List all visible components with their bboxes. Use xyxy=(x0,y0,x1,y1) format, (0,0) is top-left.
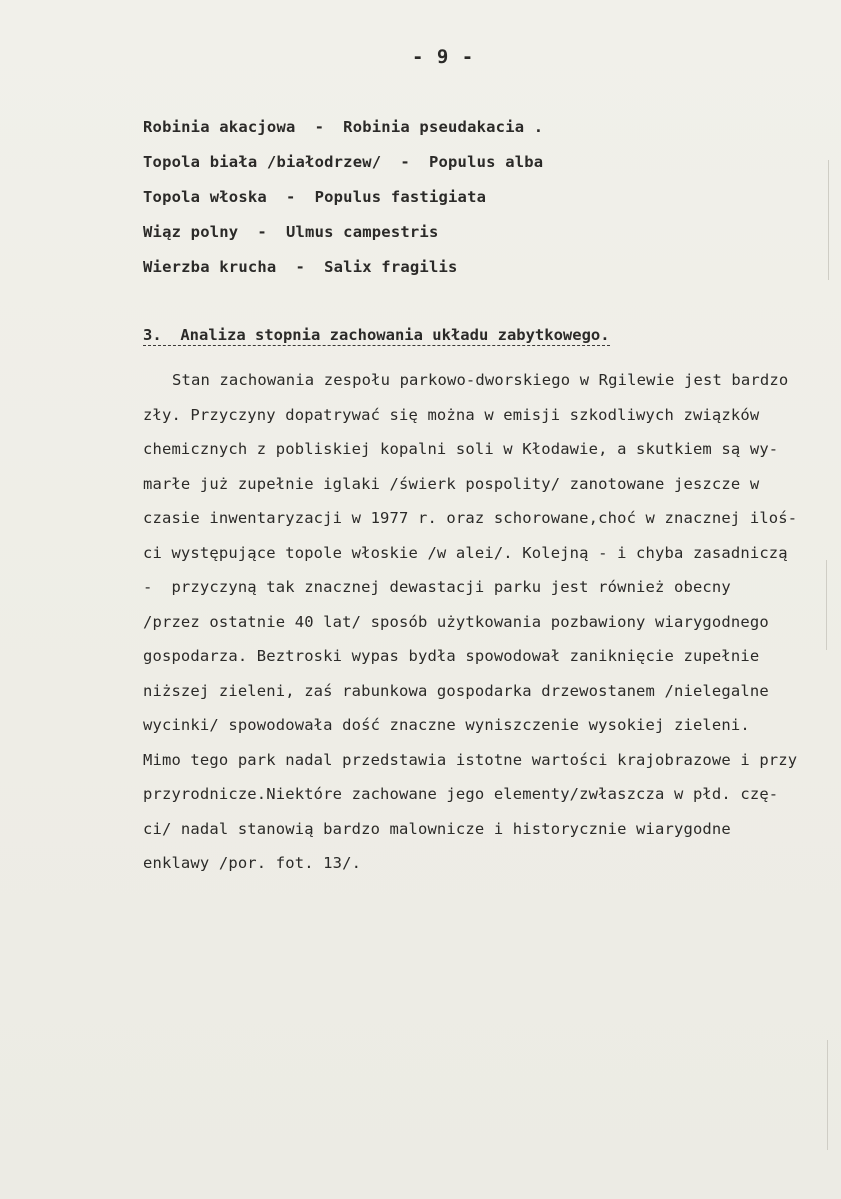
species-item: Robinia akacjowa - Robinia pseudakacia . xyxy=(143,118,544,136)
paragraph-line: enklawy /por. fot. 13/. xyxy=(143,854,362,872)
paragraph-line: przyrodnicze.Niektóre zachowane jego elementy/zwłaszcza w płd. czę- xyxy=(143,785,779,803)
paragraph-line: chemicznych z pobliskiej kopalni soli w Kłodawie, a skutkiem są wy- xyxy=(143,440,779,458)
paragraph-line: zły. Przyczyny dopatrywać się można w emisji szkodliwych związków xyxy=(143,405,760,424)
paragraph-line: /przez ostatnie 40 lat/ sposób użytkowania pozbawiony wiarygodnego xyxy=(143,612,769,631)
paragraph-line: czasie inwentaryzacji w 1977 r. oraz schorowane,choć w znacznej iloś- xyxy=(143,509,798,527)
species-item: Topola włoska - Populus fastigiata xyxy=(143,188,487,206)
paragraph-line: Stan zachowania zespołu parkowo-dworskiego w Rgilewie jest bardzo xyxy=(172,371,789,389)
species-item: Topola biała /białodrzew/ - Populus alba xyxy=(143,153,544,171)
paragraph-line: niższej zieleni, zaś rabunkowa gospodarka drzewostanem /nielegalne xyxy=(143,681,769,700)
species-item: Wierzba krucha - Salix fragilis xyxy=(143,258,458,276)
section-heading: 3. Analiza stopnia zachowania układu zabytkowego. xyxy=(143,326,610,344)
body-paragraph xyxy=(143,369,841,887)
paper-crease xyxy=(827,1040,828,1150)
paper-crease xyxy=(828,160,829,280)
paragraph-line: marłe już zupełnie iglaki /świerk pospolity/ zanotowane jeszcze w xyxy=(143,474,760,493)
paragraph-line: wycinki/ spowodowała dość znaczne wyniszczenie wysokiej zieleni. xyxy=(143,716,750,734)
paragraph-line: ci występujące topole włoskie /w alei/. Kolejną - i chyba zasadniczą xyxy=(143,543,788,562)
species-list xyxy=(143,116,543,291)
paragraph-line: Mimo tego park nadal przedstawia istotne wartości krajobrazowe i przy xyxy=(143,750,798,769)
paper-crease xyxy=(826,560,827,650)
paragraph-line: - przyczyną tak znacznej dewastacji parku jest również obecny xyxy=(143,578,731,596)
paragraph-line: ci/ nadal stanowią bardzo malownicze i historycznie wiarygodne xyxy=(143,819,731,838)
page-number: - 9 - xyxy=(412,46,475,68)
paragraph-line: gospodarza. Beztroski wypas bydła spowodował zaniknięcie zupełnie xyxy=(143,647,760,665)
species-item: Wiąz polny - Ulmus campestris xyxy=(143,223,439,241)
